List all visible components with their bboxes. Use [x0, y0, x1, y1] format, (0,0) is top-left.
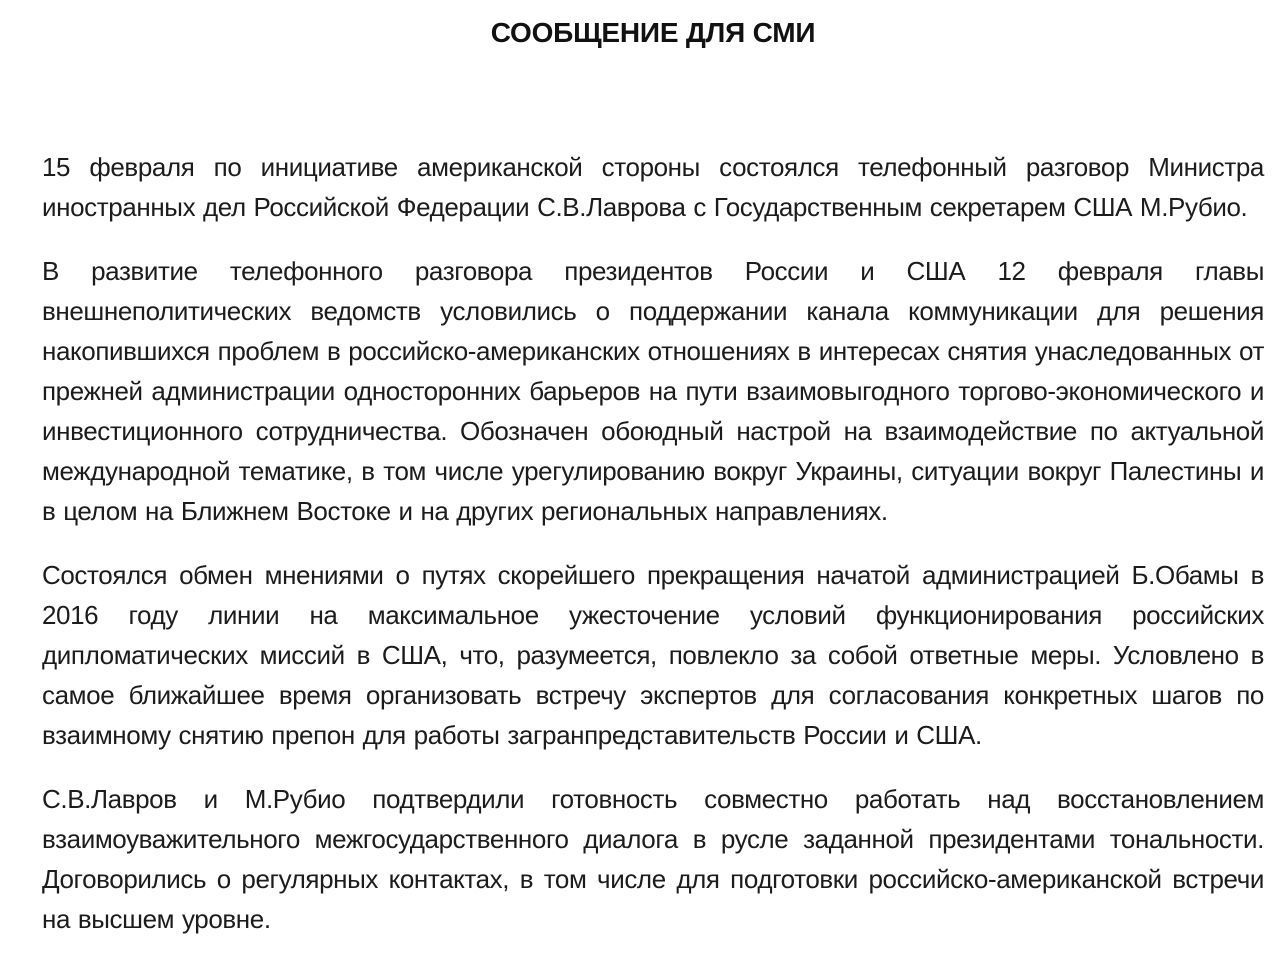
paragraph-4: С.В.Лавров и М.Рубио подтвердили готовность совместно работать над восстановлением взаимоуважительного межгосударственного диалога в русле заданной президентами тональности. Договорились о регулярных контактах, в том числе для подготовки российско-американской встречи на высшем уровне.	[42, 784, 1264, 934]
paragraph-3: Состоялся обмен мнениями о путях скорейшего прекращения начатой администрацией Б.Обамы в 2016 году линии на максимальное ужесточение условий функционирования российских дипломатических миссий в США, что, разумеется, повлекло за собой ответные меры. Условлено в самое ближайшее время организовать встречу экспертов для согласования конкретных шагов по взаимному снятию препон для работы загранпредставительств России и США.	[42, 560, 1264, 750]
paragraph-1: 15 февраля по инициативе американской стороны состоялся телефонный разговор Министра иностранных дел Российской Федерации С.В.Лаврова с Государственным секретарем США М.Рубио.	[42, 152, 1264, 222]
document-title: СООБЩЕНИЕ ДЛЯ СМИ	[490, 17, 816, 48]
paragraph-2: В развитие телефонного разговора президентов России и США 12 февраля главы внешнеполитических ведомств условились о поддержании канала коммуникации для решения накопившихся проблем в российско-американских отношениях в интересах снятия унаследованных от прежней администрации односторонних барьеров на пути взаимовыгодного торгово-экономического и инвестиционного сотрудничества. Обозначен обоюдный настрой на взаимодействие по актуальной международной тематике, в том числе урегулированию вокруг Украины, ситуации вокруг Палестины и в целом на Ближнем Востоке и на других региональных направлениях.	[42, 256, 1264, 526]
